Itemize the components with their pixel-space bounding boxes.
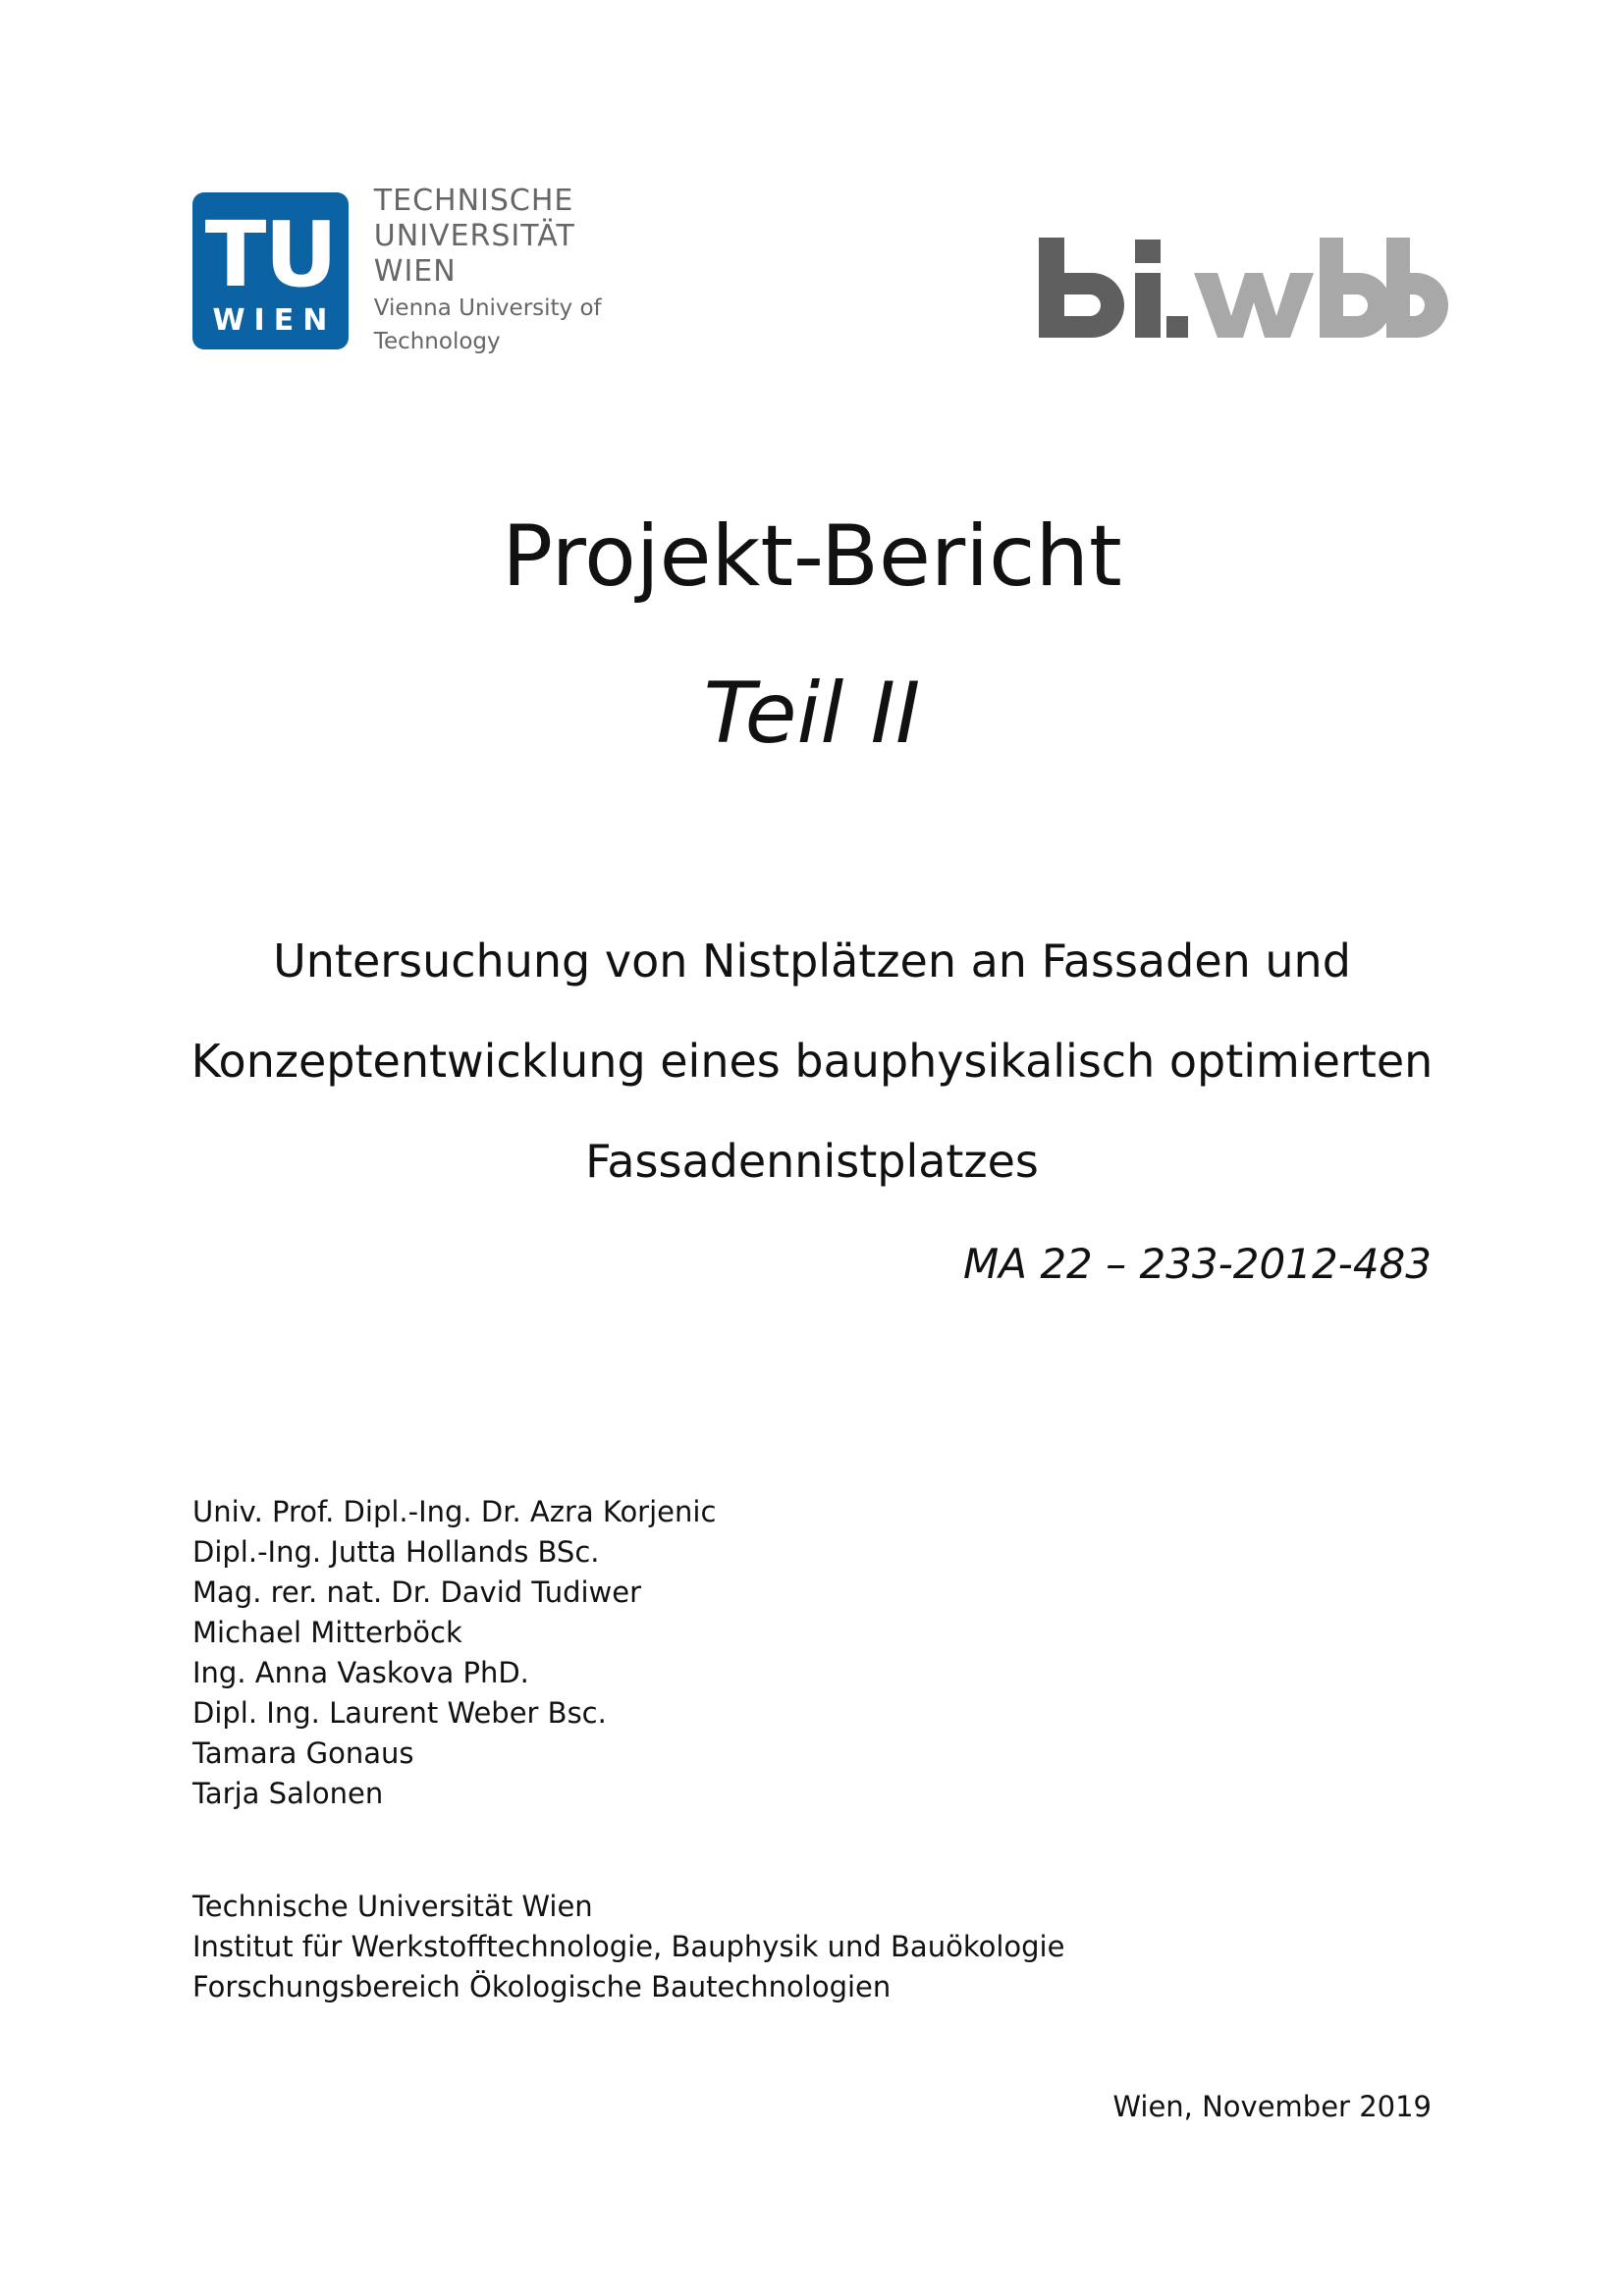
- tu-wordmark-line-2: UNIVERSITÄT: [373, 219, 575, 253]
- author-name: Ing. Anna Vaskova PhD.: [192, 1656, 529, 1689]
- reference-number: MA 22 – 233-2012-483: [963, 1240, 1432, 1288]
- institution-block: [192, 1887, 1064, 2007]
- author-name: Mag. rer. nat. Dr. David Tudiwer: [192, 1575, 642, 1609]
- author-name: Tarja Salonen: [192, 1777, 384, 1810]
- author-name: Univ. Prof. Dipl.-Ing. Dr. Azra Korjenic: [192, 1495, 717, 1528]
- tu-wordmark-english: Vienna University of Technology: [373, 295, 602, 354]
- institution-line: Institut für Werkstofftechnologie, Bauphysik und Bauökologie: [192, 1930, 1065, 1963]
- place-and-date: Wien, November 2019: [1112, 2090, 1432, 2123]
- biwbb-logo: [1037, 218, 1449, 346]
- report-title: Projekt-Bericht: [502, 507, 1122, 606]
- author-name: Tamara Gonaus: [192, 1736, 414, 1770]
- author-list: [192, 1492, 716, 1814]
- report-subtitle: [0, 911, 1624, 1211]
- tu-wordmark-line-1: TECHNISCHE: [373, 184, 574, 218]
- report-part: Teil II: [703, 665, 921, 763]
- subtitle-line: Untersuchung von Nistplätzen an Fassaden und: [273, 934, 1351, 988]
- tu-wordmark-line-3: WIEN: [373, 254, 457, 289]
- author-name: Dipl. Ing. Laurent Weber Bsc.: [192, 1696, 607, 1730]
- institution-line: Forschungsbereich Ökologische Bautechnologien: [192, 1970, 892, 2003]
- subtitle-line: Fassadennistplatzes: [585, 1135, 1039, 1188]
- tu-mark-city: WIEN: [212, 303, 337, 338]
- institution-line: Technische Universität Wien: [192, 1890, 593, 1923]
- tu-wien-logo: [192, 184, 732, 354]
- subtitle-line: Konzeptentwicklung eines bauphysikalisch optimierten: [190, 1035, 1434, 1088]
- tu-mark-letters: TU: [204, 202, 337, 307]
- tu-wien-wordmark: [373, 184, 732, 354]
- tu-wien-mark: [192, 192, 349, 349]
- author-name: Dipl.-Ing. Jutta Hollands BSc.: [192, 1535, 600, 1569]
- author-name: Michael Mitterböck: [192, 1616, 462, 1649]
